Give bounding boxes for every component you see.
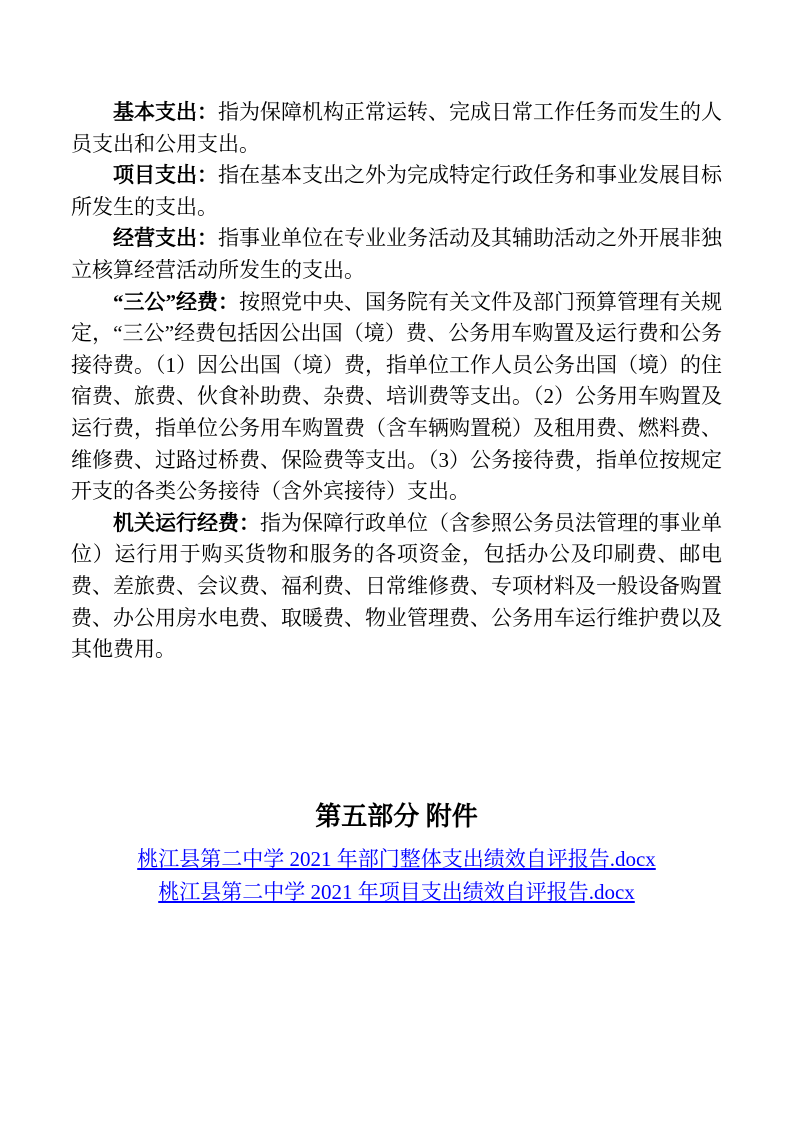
attachment-line-2: [71, 876, 722, 909]
term-definition: 指在基本支出之外为完成特定行政任务和事业发展目标所发生的支出。: [71, 163, 722, 219]
definition-paragraph-project-expenditure: [71, 160, 722, 223]
definition-paragraph-basic-expenditure: [71, 97, 722, 160]
term-label: “三公”经费：: [113, 289, 239, 314]
vertical-spacer: [71, 666, 722, 800]
term-definition: 按照党中央、国务院有关文件及部门预算管理有关规定，“三公”经费包括因公出国（境）费、公务用车购置及运行费和公务接待费。（1）因公出国（境）费，指单位工作人员公务出国（境）的住宿费、旅费、伙食补助费、杂费、培训费等支出。（2）公务用车购置及运行费，指单位公务用车购置费（含车辆购置税）及租用费、燃料费、维修费、过路过桥费、保险费等支出。（3）公务接待费，指单位按规定开支的各类公务接待（含外宾接待）支出。: [71, 289, 722, 504]
attachment-link-overall-expenditure-report[interactable]: 桃江县第二中学 2021 年部门整体支出绩效自评报告.docx: [137, 846, 656, 871]
term-label: 项目支出：: [113, 163, 218, 188]
definition-paragraph-agency-operating-funds: [71, 508, 722, 666]
definition-paragraph-operating-expenditure: [71, 223, 722, 286]
definition-paragraph-three-public-funds: [71, 287, 722, 508]
term-label: 机关运行经费：: [113, 510, 260, 535]
definitions-section: [71, 97, 722, 666]
attachment-link-project-expenditure-report[interactable]: 桃江县第二中学 2021 年项目支出绩效自评报告.docx: [158, 879, 635, 904]
term-definition: 指事业单位在专业业务活动及其辅助活动之外开展非独立核算经营活动所发生的支出。: [71, 226, 722, 282]
term-label: 基本支出：: [113, 100, 218, 124]
term-definition: 指为保障行政单位（含参照公务员法管理的事业单位）运行用于购买货物和服务的各项资金，包括办公及印刷费、邮电费、差旅费、会议费、福利费、日常维修费、专项材料及一般设备购置费、办公用房水电费、取暖费、物业管理费、公务用车运行维护费以及其他费用。: [71, 510, 722, 662]
section-heading: 第五部分 附件: [315, 801, 478, 831]
term-label: 经营支出：: [113, 226, 218, 251]
attachment-line-1: [71, 843, 722, 876]
term-definition: 指为保障机构正常运转、完成日常工作任务而发生的人员支出和公用支出。: [71, 100, 722, 156]
